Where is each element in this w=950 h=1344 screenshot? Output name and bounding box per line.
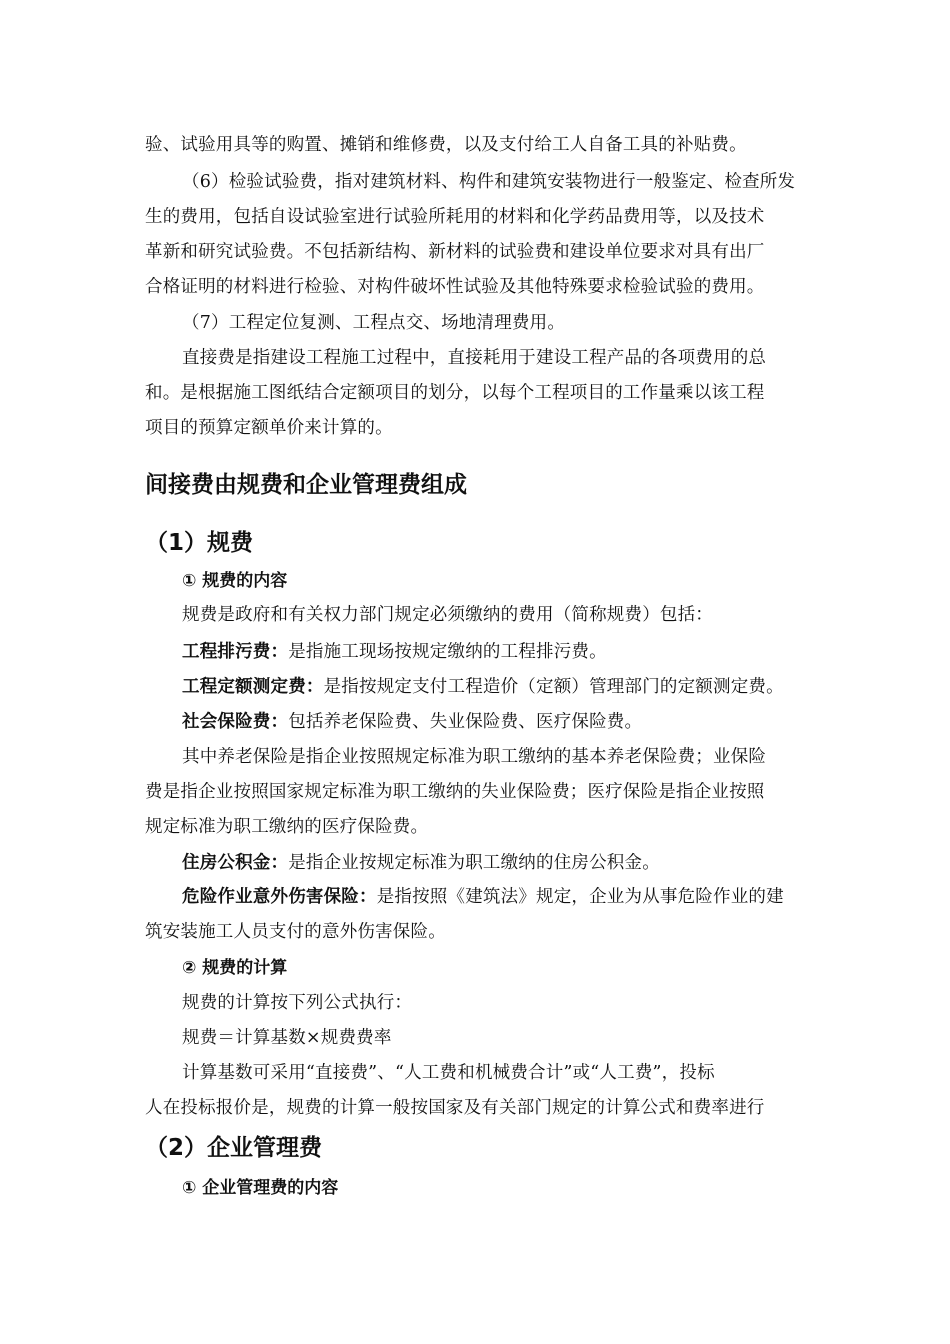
paragraph-line: 直接费是指建设工程施工过程中，直接耗用于建设工程产品的各项费用的总: [182, 348, 767, 368]
paragraph-line: 和。是根据施工图纸结合定额项目的划分，以每个工程项目的工作量乘以该工程: [145, 383, 765, 403]
subheading: ① 企业管理费的内容: [182, 1178, 339, 1198]
term-text: 是指按照《建筑法》规定，企业为从事危险作业的建: [376, 887, 784, 907]
term-label: 社会保险费：: [182, 712, 289, 732]
paragraph-line: 生的费用，包括自设试验室进行试验所耗用的材料和化学药品费用等，以及技术: [145, 207, 765, 227]
term-line: [182, 851, 809, 875]
paragraph-line: 人在投标报价是，规费的计算一般按国家及有关部门规定的计算公式和费率进行: [145, 1098, 765, 1118]
term-label: 工程定额测定费：: [182, 677, 324, 697]
term-label: 工程排污费：: [182, 642, 289, 662]
paragraph-line: 计算基数可采用“直接费”、“人工费和机械费合计”或“人工费”，投标: [182, 1063, 715, 1083]
paragraph-line: 规费是政府和有关权力部门规定必须缴纳的费用（简称规费）包括：: [182, 605, 713, 625]
term-line: [182, 710, 809, 734]
paragraph-line: 规费的计算按下列公式执行：: [182, 993, 413, 1013]
section-heading: 间接费由规费和企业管理费组成: [145, 472, 467, 498]
term-line: [182, 675, 809, 699]
term-label: 住房公积金：: [182, 853, 289, 873]
term-line: [182, 885, 809, 909]
subheading: ② 规费的计算: [182, 958, 288, 978]
paragraph-line: 规定标准为职工缴纳的医疗保险费。: [145, 817, 429, 837]
paragraph-line: 合格证明的材料进行检验、对构件破坏性试验及其他特殊要求检验试验的费用。: [145, 277, 765, 297]
term-text: 是指施工现场按规定缴纳的工程排污费。: [288, 642, 607, 662]
subsection-heading: （2）企业管理费: [145, 1135, 323, 1161]
term-line: [182, 640, 809, 664]
paragraph-line: 其中养老保险是指企业按照规定标准为职工缴纳的基本养老保险费；业保险: [182, 747, 767, 767]
formula-line: 规费＝计算基数×规费费率: [182, 1028, 392, 1048]
paragraph-line: （6）检验试验费，指对建筑材料、构件和建筑安装物进行一般鉴定、检查所发: [182, 172, 796, 192]
paragraph-line: （7）工程定位复测、工程点交、场地清理费用。: [182, 313, 566, 333]
term-label: 危险作业意外伤害保险：: [182, 887, 377, 907]
term-text: 是指按规定支付工程造价（定额）管理部门的定额测定费。: [323, 677, 784, 697]
subheading: ① 规费的内容: [182, 571, 288, 591]
paragraph-line: 费是指企业按照国家规定标准为职工缴纳的失业保险费；医疗保险是指企业按照: [145, 782, 765, 802]
paragraph-line: 革新和研究试验费。不包括新结构、新材料的试验费和建设单位要求对具有出厂: [145, 242, 765, 262]
term-text: 是指企业按规定标准为职工缴纳的住房公积金。: [288, 853, 660, 873]
paragraph-line: 筑安装施工人员支付的意外伤害保险。: [145, 922, 446, 942]
term-text: 包括养老保险费、失业保险费、医疗保险费。: [288, 712, 643, 732]
paragraph-line: 验、试验用具等的购置、摊销和维修费，以及支付给工人自备工具的补贴费。: [145, 135, 747, 155]
subsection-heading: （1）规费: [145, 530, 254, 556]
paragraph-line: 项目的预算定额单价来计算的。: [145, 418, 393, 438]
